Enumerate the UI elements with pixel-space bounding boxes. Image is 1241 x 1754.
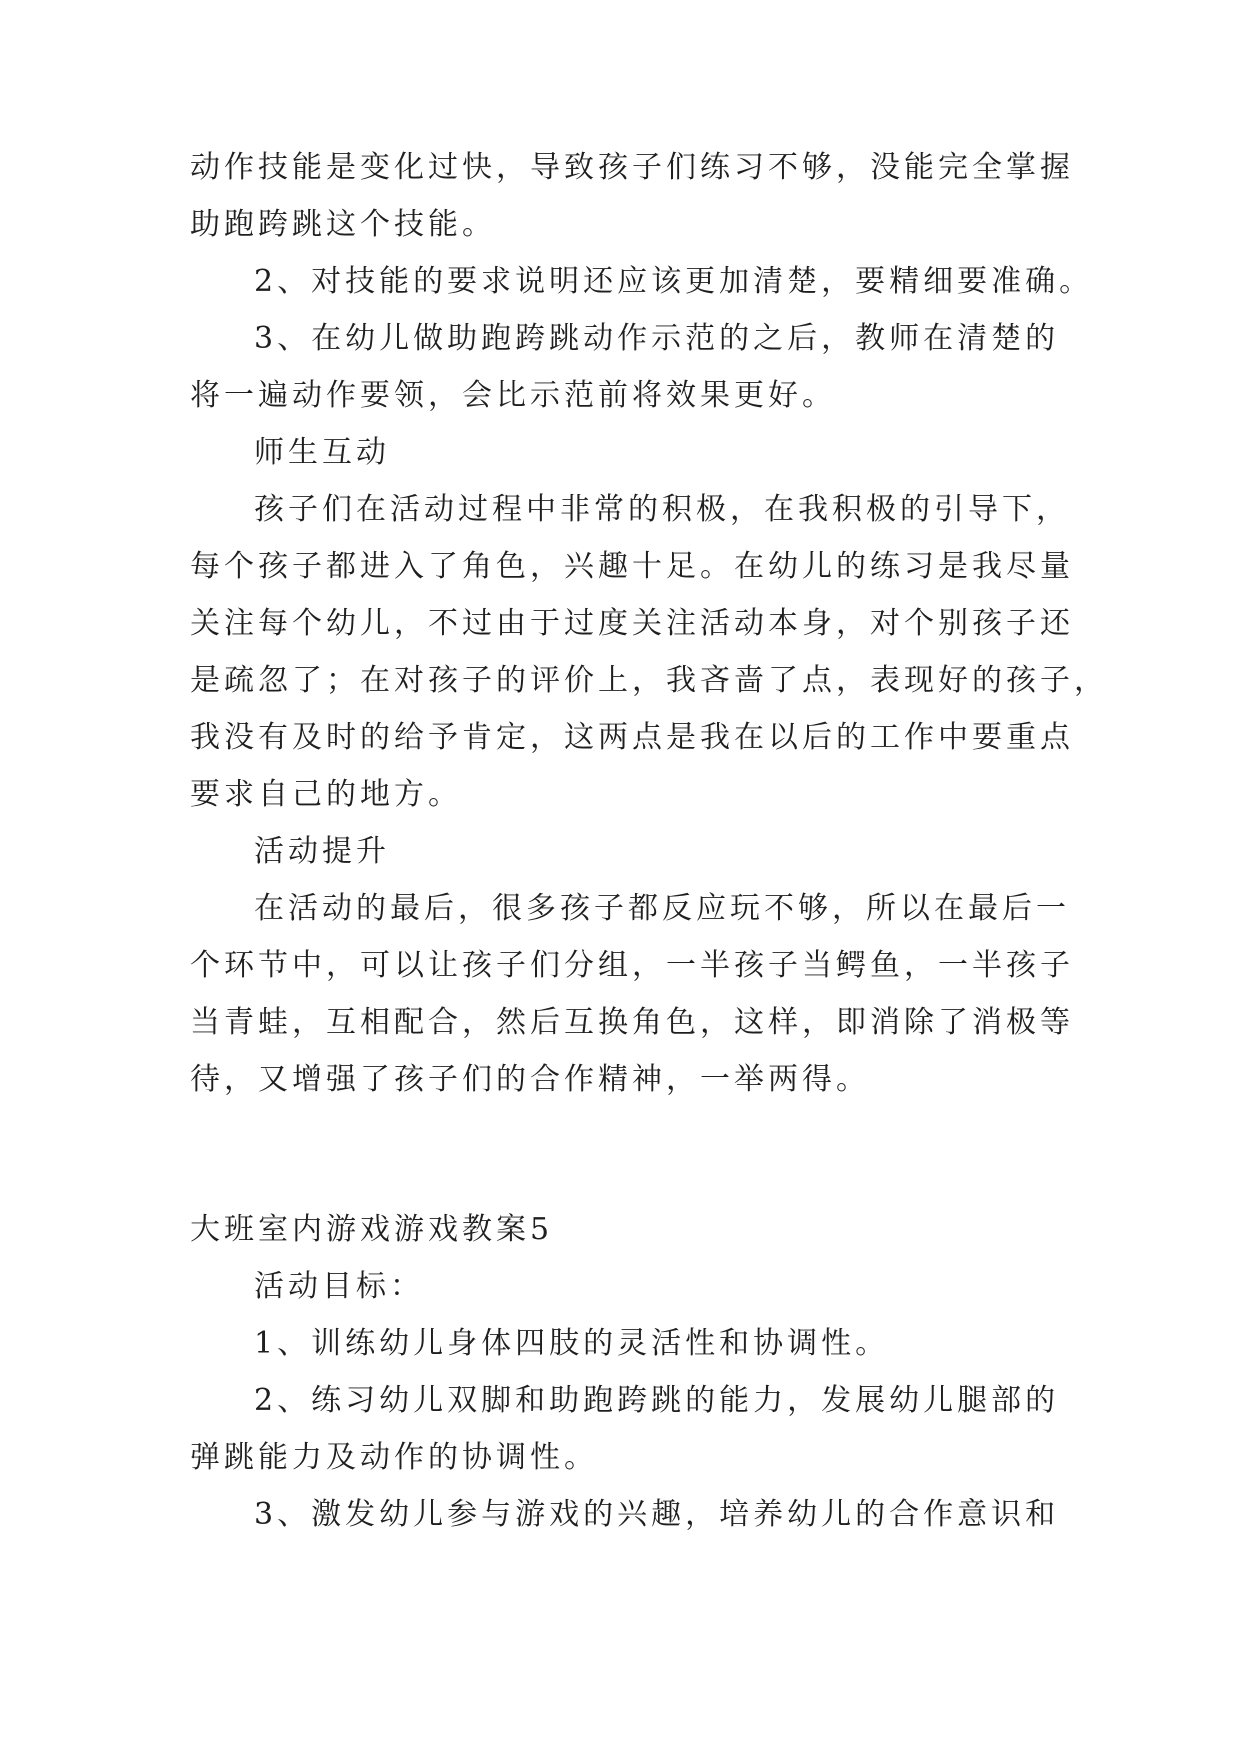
text-line: 待，又增强了孩子们的合作精神，一举两得。: [190, 1062, 870, 1097]
text-line: 3、激发幼儿参与游戏的兴趣，培养幼儿的合作意识和: [254, 1497, 1060, 1532]
text-line: 1、训练幼儿身体四肢的灵活性和协调性。: [254, 1326, 890, 1361]
document-title: 大班室内游戏游戏教案5: [190, 1212, 554, 1247]
section-heading: 活动提升: [254, 834, 390, 869]
section-heading: 活动目标：: [254, 1269, 424, 1304]
text-line: 要求自己的地方。: [190, 777, 462, 812]
text-line: 在活动的最后，很多孩子都反应玩不够，所以在最后一: [254, 891, 1070, 926]
text-line: 个环节中，可以让孩子们分组，一半孩子当鳄鱼，一半孩子: [190, 948, 1074, 983]
text-line: 关注每个幼儿，不过由于过度关注活动本身，对个别孩子还: [190, 606, 1074, 641]
text-line: 是疏忽了；在对孩子的评价上，我吝啬了点，表现好的孩子，: [190, 663, 1108, 698]
text-line: 弹跳能力及动作的协调性。: [190, 1440, 598, 1475]
text-line: 当青蛙，互相配合，然后互换角色，这样，即消除了消极等: [190, 1005, 1074, 1040]
text-line: 将一遍动作要领，会比示范前将效果更好。: [190, 378, 836, 413]
text-line: 助跑跨跳这个技能。: [190, 207, 496, 242]
text-line: 动作技能是变化过快，导致孩子们练习不够，没能完全掌握: [190, 150, 1074, 185]
text-line: 3、在幼儿做助跑跨跳动作示范的之后，教师在清楚的: [254, 321, 1060, 356]
section-heading: 师生互动: [254, 435, 390, 470]
text-line: 孩子们在活动过程中非常的积极，在我积极的引导下，: [254, 492, 1070, 527]
text-line: 每个孩子都进入了角色，兴趣十足。在幼儿的练习是我尽量: [190, 549, 1074, 584]
text-line: 我没有及时的给予肯定，这两点是我在以后的工作中要重点: [190, 720, 1074, 755]
text-line: 2、练习幼儿双脚和助跑跨跳的能力，发展幼儿腿部的: [254, 1383, 1060, 1418]
text-line: 2、对技能的要求说明还应该更加清楚，要精细要准确。: [254, 264, 1094, 299]
